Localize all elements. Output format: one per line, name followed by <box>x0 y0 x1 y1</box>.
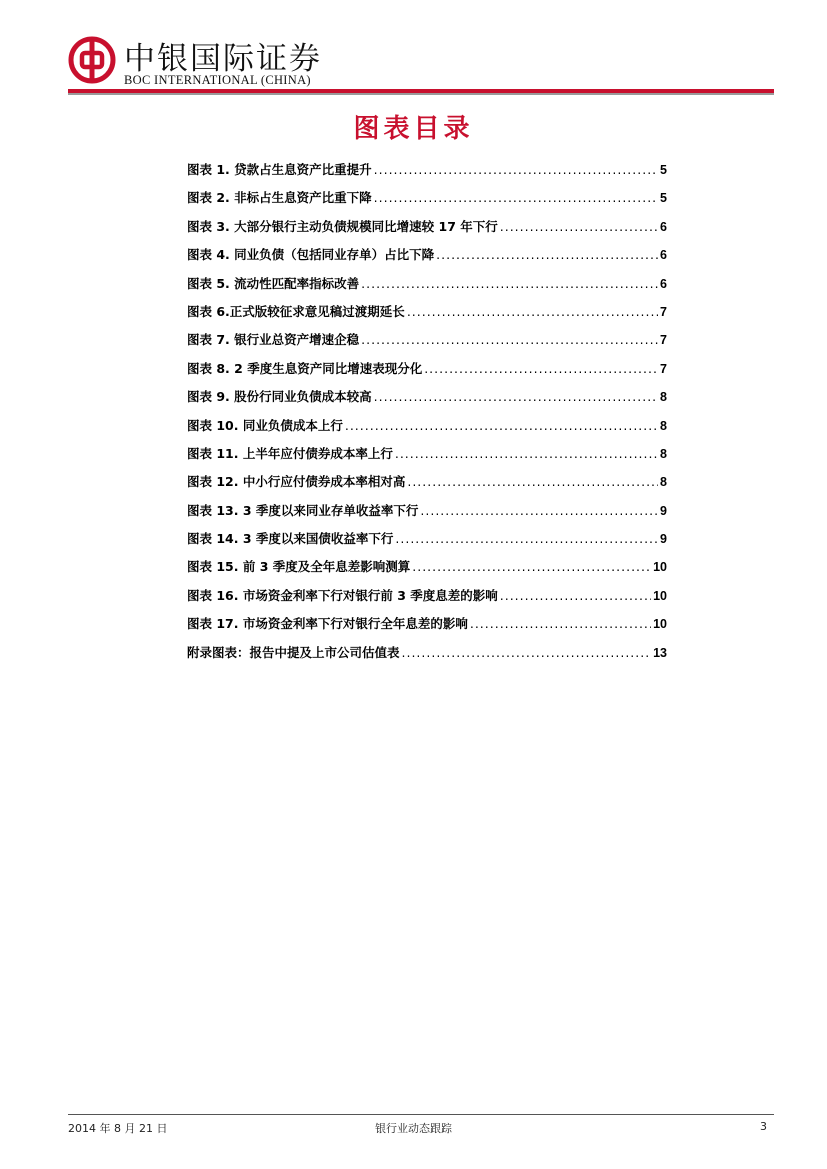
figure-entry-page[interactable]: 8 <box>660 475 667 490</box>
figure-entry-page[interactable]: 10 <box>653 588 667 603</box>
dot-leader <box>407 298 658 326</box>
figure-list-item[interactable] <box>187 184 667 212</box>
dot-leader <box>361 326 658 354</box>
brand-name-cn: 中银国际证券 <box>124 41 322 77</box>
page-title: 图表目录 <box>353 114 474 144</box>
figure-list-item[interactable] <box>187 553 667 581</box>
figure-entry-label[interactable]: 图表 7. 银行业总资产增速企稳 <box>187 332 360 348</box>
figure-list-item[interactable] <box>187 326 667 354</box>
figure-list-item[interactable] <box>187 241 667 269</box>
dot-leader <box>374 156 658 184</box>
figure-entry-page[interactable]: 5 <box>660 163 667 177</box>
footer-date: 2014 年 8 月 21 日 <box>68 1122 168 1135</box>
figure-list-item[interactable] <box>187 298 667 326</box>
dot-leader <box>470 610 651 638</box>
figure-list-item[interactable] <box>187 468 667 496</box>
dot-leader <box>395 525 658 553</box>
dot-leader <box>407 468 658 496</box>
dot-leader <box>500 213 658 241</box>
figure-entry-label[interactable]: 图表 11. 上半年应付债券成本率上行 <box>187 445 393 461</box>
figure-entry-page[interactable]: 9 <box>660 532 667 547</box>
figure-entry-label[interactable]: 附录图表：报告中提及上市公司估值表 <box>187 644 400 660</box>
figure-entry-label[interactable]: 图表 4. 同业负债（包括同业存单）占比下降 <box>187 247 435 263</box>
dot-leader <box>345 412 658 440</box>
figure-entry-label[interactable]: 图表 8. 2 季度生息资产同比增速表现分化 <box>187 360 423 376</box>
figure-entry-page[interactable]: 6 <box>660 276 667 291</box>
figure-entry-page[interactable]: 8 <box>660 390 667 405</box>
brand-name-en: BOC INTERNATIONAL (CHINA) <box>124 73 311 87</box>
figure-list-item[interactable] <box>187 156 667 184</box>
dot-leader <box>402 639 652 667</box>
figure-entry-page[interactable]: 5 <box>660 191 667 206</box>
figure-entry-label[interactable]: 图表 16. 市场资金利率下行对银行前 3 季度息差的影响 <box>187 587 498 603</box>
dot-leader <box>420 497 658 525</box>
figure-entry-label[interactable]: 图表 1. 贷款占生息资产比重提升 <box>187 162 372 177</box>
figure-entry-page[interactable]: 10 <box>653 560 667 575</box>
footer-report-type: 银行业动态跟踪 <box>375 1122 452 1135</box>
figure-entry-label[interactable]: 图表 10. 同业负债成本上行 <box>187 417 343 433</box>
figure-entry-page[interactable]: 6 <box>660 248 667 263</box>
dot-leader <box>436 241 658 269</box>
footer-divider <box>68 1114 774 1115</box>
figure-entry-page[interactable]: 7 <box>660 361 667 376</box>
figure-entry-page[interactable]: 7 <box>660 333 667 348</box>
figure-list-item[interactable] <box>187 383 667 411</box>
figure-list-item[interactable] <box>187 497 667 525</box>
figure-entry-label[interactable]: 图表 9. 股份行同业负债成本较高 <box>187 389 372 405</box>
figure-list-item[interactable] <box>187 525 667 553</box>
figure-list-item[interactable] <box>187 610 667 638</box>
figure-entry-label[interactable]: 图表 13. 3 季度以来同业存单收益率下行 <box>187 502 419 518</box>
figure-list-item[interactable] <box>187 270 667 298</box>
dot-leader <box>374 184 658 212</box>
figure-entry-page[interactable]: 13 <box>653 645 667 660</box>
header-divider-secondary <box>68 93 774 95</box>
figure-entry-page[interactable]: 8 <box>660 418 667 433</box>
dot-leader <box>374 383 658 411</box>
dot-leader <box>424 355 658 383</box>
figure-entry-label[interactable]: 图表 5. 流动性匹配率指标改善 <box>187 275 360 291</box>
figure-list-item[interactable] <box>187 440 667 468</box>
dot-leader <box>500 582 651 610</box>
footer-page-number: 3 <box>760 1120 767 1133</box>
figure-entry-label[interactable]: 图表 15. 前 3 季度及全年息差影响测算 <box>187 559 411 575</box>
figure-list-item[interactable] <box>187 412 667 440</box>
figure-entry-label[interactable]: 图表 6.正式版较征求意见稿过渡期延长 <box>187 303 405 319</box>
figure-entry-label[interactable]: 图表 17. 市场资金利率下行对银行全年息差的影响 <box>187 616 468 632</box>
figure-list-item[interactable] <box>187 582 667 610</box>
figure-list-item[interactable] <box>187 355 667 383</box>
figure-list-item[interactable] <box>187 639 667 667</box>
figure-entry-page[interactable]: 7 <box>660 304 667 319</box>
boc-logo-icon <box>68 36 116 84</box>
figure-entry-label[interactable]: 图表 12. 中小行应付债券成本率相对高 <box>187 474 406 490</box>
figure-entry-label[interactable]: 图表 14. 3 季度以来国债收益率下行 <box>187 531 394 547</box>
figure-entry-label[interactable]: 图表 2. 非标占生息资产比重下降 <box>187 190 372 206</box>
dot-leader <box>412 553 651 581</box>
figure-entry-label[interactable]: 图表 3. 大部分银行主动负债规模同比增速较 17 年下行 <box>187 218 498 234</box>
dot-leader <box>395 440 658 468</box>
figure-entry-page[interactable]: 10 <box>653 617 667 632</box>
figure-entry-page[interactable]: 6 <box>660 219 667 234</box>
figure-entry-page[interactable]: 9 <box>660 503 667 518</box>
dot-leader <box>361 270 658 298</box>
figure-list-item[interactable] <box>187 213 667 241</box>
figure-entry-page[interactable]: 8 <box>660 446 667 461</box>
figure-list <box>187 156 667 667</box>
